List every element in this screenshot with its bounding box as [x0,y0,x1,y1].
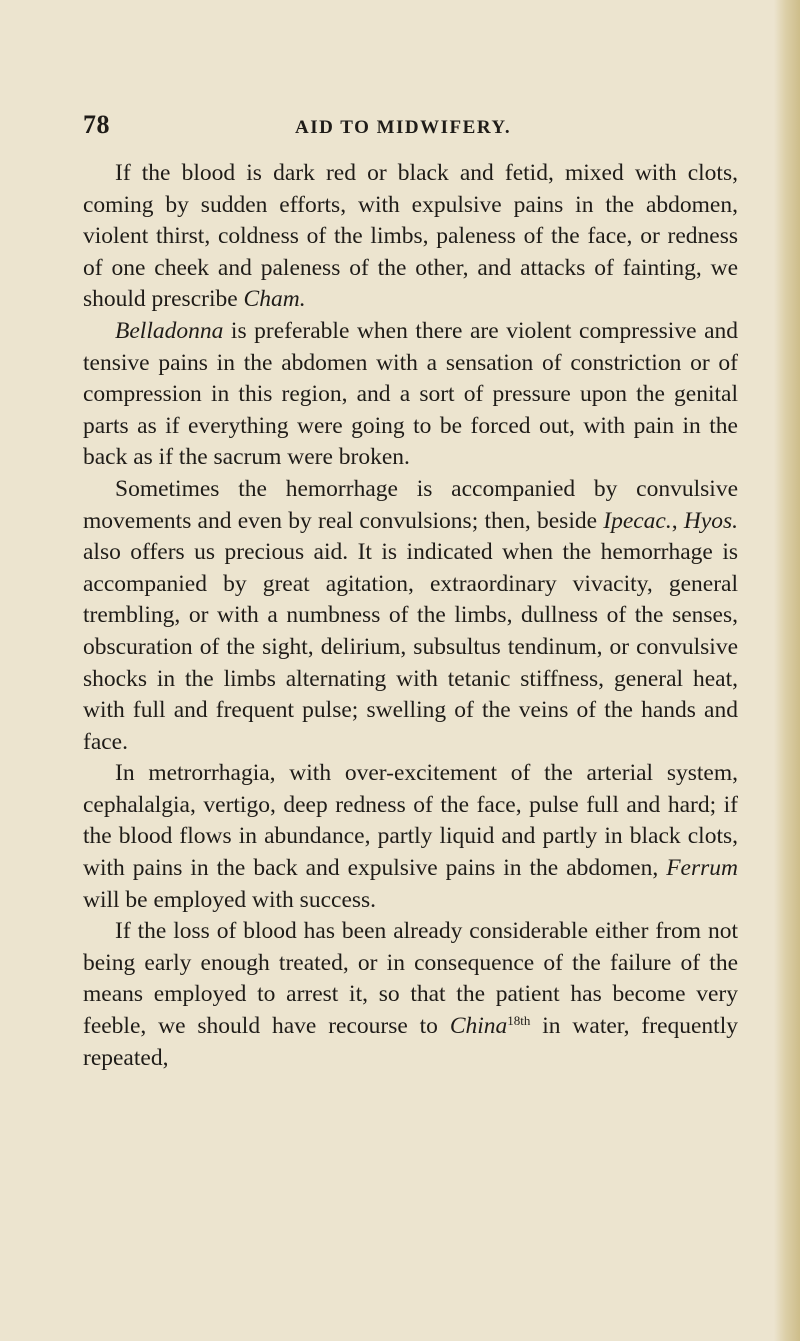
potency-superscript: 18th [507,1013,531,1029]
paragraph-text: in water, frequently repeated, [83,1013,738,1071]
paragraph-text: Sometimes the hemorrhage is accompanied by convulsive movements and even by real convulsions; then, beside [83,475,738,534]
remedy-name: Belladonna [115,317,224,344]
paragraph-text: also offers us precious aid. It is indicated when the hemorrhage is accompanied by great agitation, extraordinary vivacity, general trembling, or with a numbness of the limbs, dullness of the senses, obscuration of the sight, delirium, subsultus tendinum, or convulsive shocks in the limbs alternating with tetanic stiffness, general heat, with full and frequent pulse; swelling of the veins of the hands and face. [83,539,738,755]
paragraph-text: In metrorrhagia, with over-excitement of the arterial system, cephalalgia, vertigo, deep redness of the face, pulse full and hard; if the blood flows in abundance, partly liquid and partly in black clots, with pains in the back and expulsive pains in the abdomen, [83,760,738,882]
paragraph-hyoscyamus [83,474,738,758]
page-header [83,110,738,140]
paragraph-text: is preferable when there are violent compressive and tensive pains in the abdomen with a sensation of constriction or of compression in this region, and a sort of pressure upon the genital parts as if everything were going to be forced out, with pain in the back as if the sacrum were broken. [83,317,738,471]
remedy-name: Hyos. [683,507,739,534]
paragraph-text: If the blood is dark red or black and fetid, mixed with clots, coming by sudden efforts, with expulsive pains in the abdomen, violent thirst, coldness of the limbs, paleness of the face, or redness of one cheek and paleness of the other, and attacks of fainting, we should prescribe [83,160,738,313]
body-text [83,158,738,1074]
paragraph-china [83,916,738,1074]
remedy-name: Ferrum [666,855,738,882]
paragraph-text: will be employed with success. [83,886,377,913]
remedy-name: Ipecac. [603,507,672,534]
paragraph-chamomilla [83,158,738,316]
paragraph-text: , [671,507,684,534]
paragraph-ferrum [83,758,738,916]
remedy-name: Cham. [243,286,306,313]
page-edge-shadow [774,0,800,1341]
paragraph-text: If the loss of blood has been already considerable either from not being early enough treated, or in consequence of the failure of the means employed to arrest it, so that the patient has become very feeble, we should have recourse to [83,918,738,1040]
running-head: AID TO MIDWIFERY. [295,117,512,138]
remedy-name: China [449,1013,508,1040]
page-number: 78 [83,110,110,139]
paragraph-belladonna [83,316,738,474]
